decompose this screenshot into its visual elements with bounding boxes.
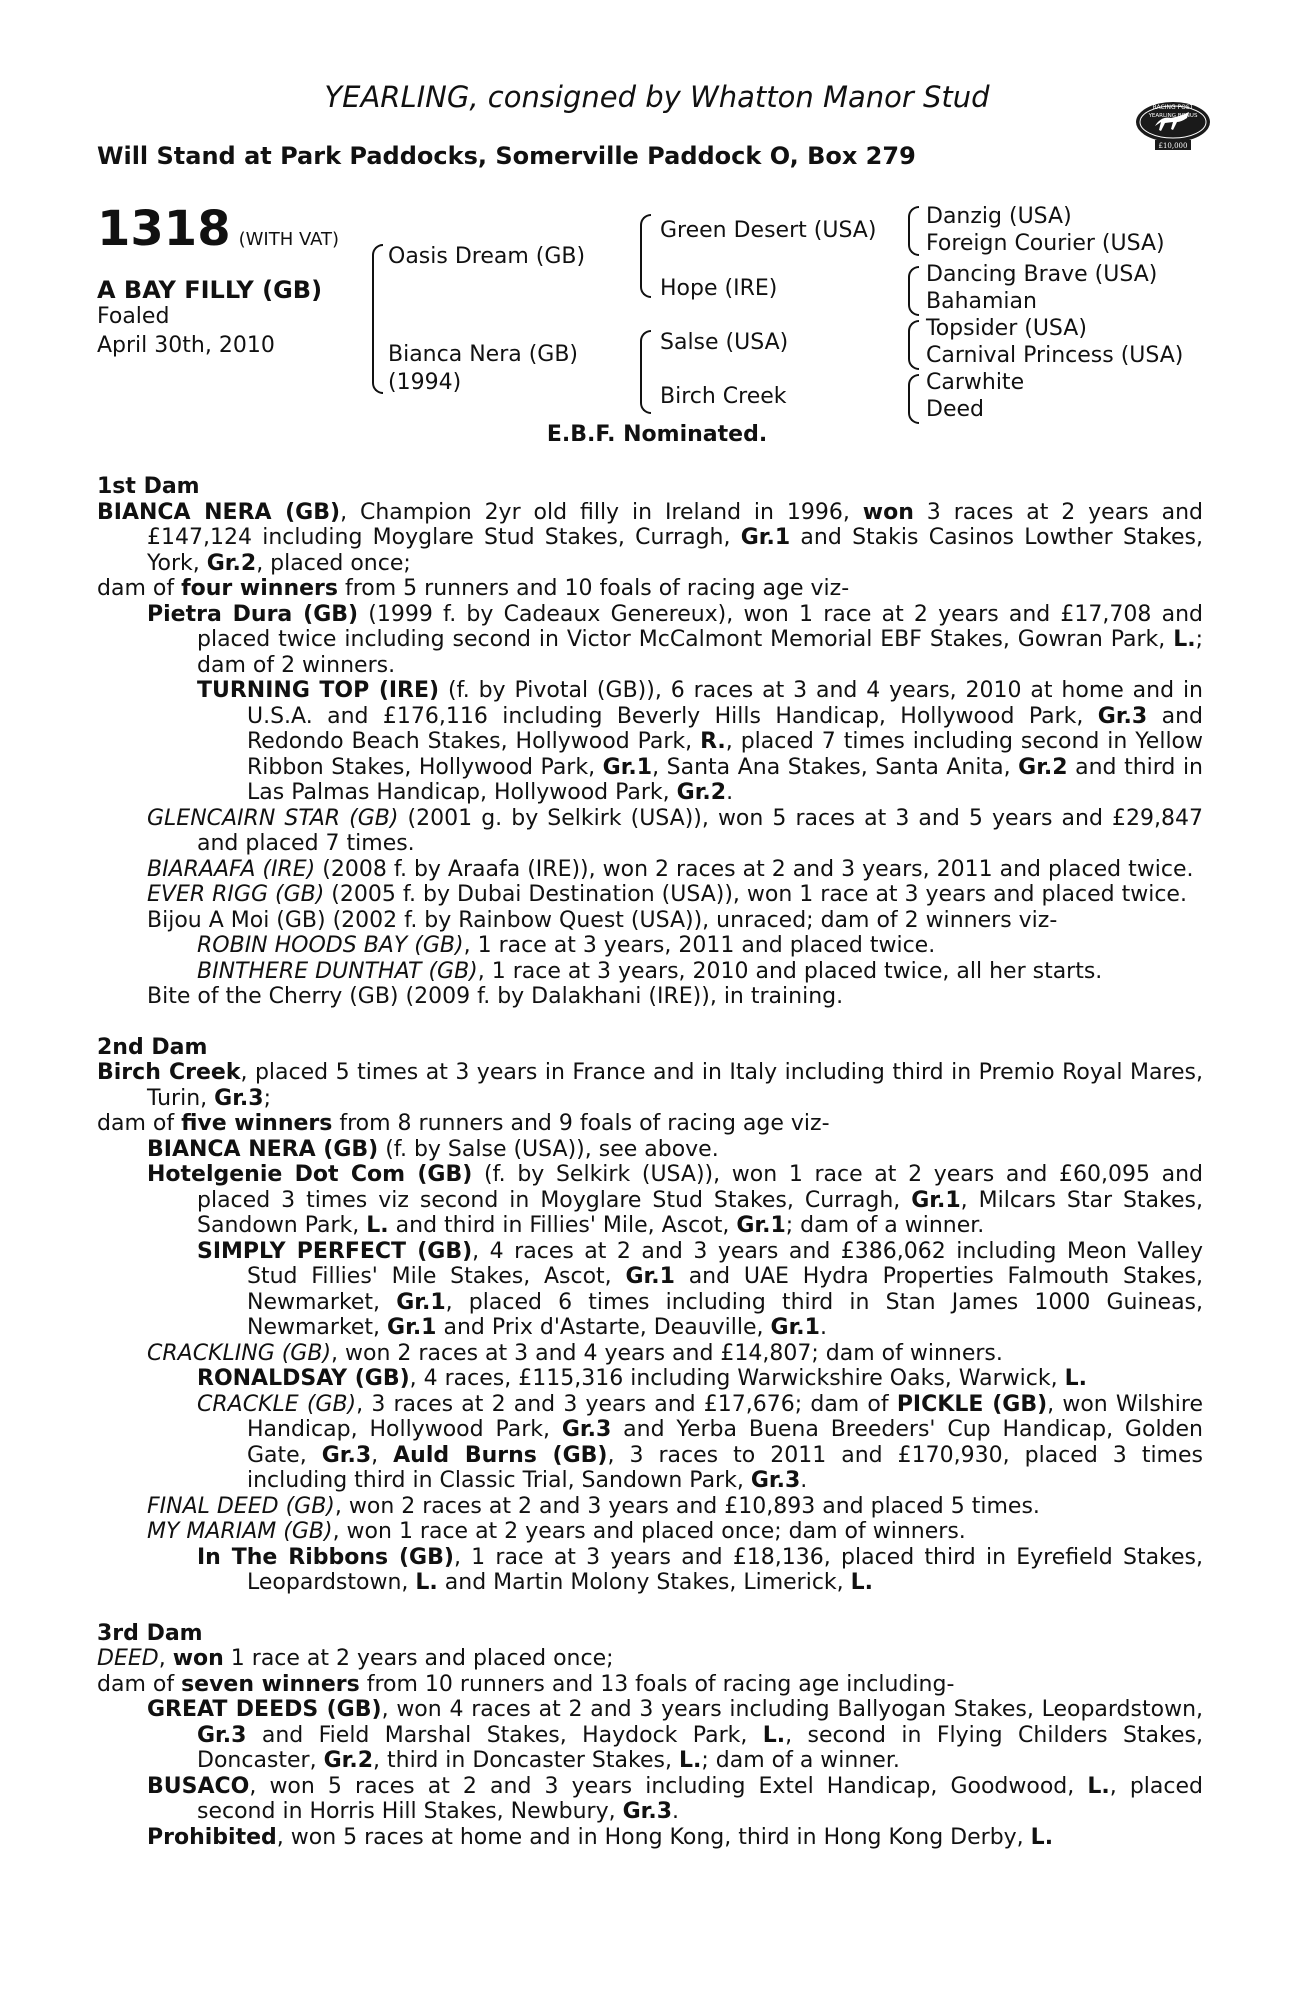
catalogue-body xyxy=(97,474,1203,1850)
logo-bottom-text: £10,000 xyxy=(1158,142,1188,150)
section-gap xyxy=(97,1596,1203,1621)
vat-label: (WITH VAT) xyxy=(238,229,340,250)
text-run: Prohibited xyxy=(147,1824,277,1850)
text-run: FINAL DEED (GB) xyxy=(147,1493,335,1519)
text-run: (2001 g. by Selkirk (USA)), won 5 races at 3 and 5 years and £29,847 and placed 7 times. xyxy=(197,805,1203,856)
text-run: , 3 races at 2 and 3 years and £17,676; dam of xyxy=(356,1391,897,1417)
text-run: and Yerba Buena Breeders' Cup Handicap, Golden Gate, xyxy=(247,1417,1203,1468)
granddam-2: Bahamian xyxy=(926,289,1037,314)
text-run: Gr.3 xyxy=(321,1442,372,1468)
text-run: ; xyxy=(263,1085,271,1111)
pedigree-paragraph xyxy=(97,602,1203,679)
sire-sire: Green Desert (USA) xyxy=(660,218,877,243)
text-run: five winners xyxy=(181,1111,333,1136)
text-run: (2008 f. by Araafa (IRE)), won 2 races at 2 and 3 years, 2011 and placed twice. xyxy=(315,856,1194,882)
text-run: In The Ribbons (GB) xyxy=(197,1544,454,1570)
text-run: , 3 races to 2011 and £170,930, placed 3 times including third in Classic Trial, Sandown Park, xyxy=(247,1442,1203,1493)
text-run: . xyxy=(672,1799,680,1824)
text-run: . xyxy=(819,1315,827,1340)
text-run: Birch Creek xyxy=(97,1060,241,1085)
text-run: BINTHERE DUNTHAT (GB) xyxy=(197,958,478,984)
dam: Bianca Nera (GB) xyxy=(388,342,579,367)
text-run: L. xyxy=(678,1748,702,1773)
text-run: CRACKLING (GB) xyxy=(147,1340,332,1366)
pedigree-paragraph xyxy=(97,882,1203,908)
pedigree-paragraph xyxy=(97,1162,1203,1239)
text-run: , placed 5 times at 3 years in France and in Italy including third in Premio Royal Mares, Turin, xyxy=(147,1060,1203,1111)
text-run: MY MARIAM (GB) xyxy=(147,1519,333,1544)
granddam-3: Carnival Princess (USA) xyxy=(926,343,1184,368)
granddam-1: Foreign Courier (USA) xyxy=(926,231,1165,256)
text-run: DEED xyxy=(97,1646,159,1671)
pedigree-brace-g1 xyxy=(908,206,919,256)
text-run: Gr.2 xyxy=(676,780,727,805)
pedigree-paragraph xyxy=(97,1341,1203,1367)
text-run: Gr.2 xyxy=(323,1748,374,1773)
text-run: Gr.1 xyxy=(396,1289,446,1315)
stand-location: Will Stand at Park Paddocks, Somerville Paddock O, Box 279 xyxy=(97,142,916,170)
text-run: BIANCA NERA (GB) xyxy=(147,1136,379,1162)
text-run: and third in Fillies' Mile, Ascot, xyxy=(388,1213,737,1238)
text-run: ; dam of a winner. xyxy=(785,1213,985,1238)
text-run: , third in Doncaster Stakes, xyxy=(373,1748,679,1773)
text-run: RONALDSAY (GB) xyxy=(197,1366,410,1391)
text-run: , won 1 race at 2 years and placed once; dam of winners. xyxy=(332,1519,966,1544)
text-run: , second in Flying Childers Stakes, Doncaster, xyxy=(197,1722,1203,1773)
text-run: Gr.1 xyxy=(770,1315,820,1340)
pedigree-paragraph xyxy=(97,500,1203,577)
text-run: , Santa Ana Stakes, Santa Anita, xyxy=(652,754,1019,780)
text-run: L. xyxy=(1173,627,1196,652)
text-run: (2005 f. by Dubai Destination (USA)), won 1 race at 3 years and placed twice. xyxy=(324,882,1187,907)
text-run: Pietra Dura (GB) xyxy=(147,601,359,627)
pedigree-paragraph xyxy=(97,1646,1203,1672)
foaled-label: Foaled xyxy=(97,304,170,329)
pedigree-paragraph xyxy=(97,1697,1203,1774)
text-run: , 1 race at 3 years, 2010 and placed twice, all her starts. xyxy=(477,958,1103,984)
pedigree-paragraph xyxy=(97,806,1203,857)
text-run: ; dam of a winner. xyxy=(701,1748,900,1773)
foaled-info xyxy=(97,302,275,360)
pedigree-brace-g3 xyxy=(908,320,919,370)
text-run: and Prix d'Astarte, Deauville, xyxy=(436,1315,771,1340)
pedigree-paragraph xyxy=(97,1392,1203,1494)
text-run: and UAE Hydra Properties Falmouth Stakes, Newmarket, xyxy=(247,1264,1203,1315)
pedigree-paragraph xyxy=(97,1060,1203,1111)
text-run: L. xyxy=(1064,1366,1087,1391)
text-run: Gr.2 xyxy=(1018,754,1068,780)
pedigree-brace-sire xyxy=(640,214,651,298)
text-run: Gr.1 xyxy=(911,1187,961,1213)
text-run: Gr.3 xyxy=(750,1468,801,1493)
text-run: Gr.2 xyxy=(206,550,257,576)
text-run: from 5 runners and 10 foals of racing age viz- xyxy=(338,576,850,601)
text-run: won xyxy=(862,499,914,525)
text-run: from 8 runners and 9 foals of racing age viz- xyxy=(332,1111,830,1136)
text-run: (f. by Selkirk (USA)), won 1 race at 2 years and £60,095 and placed 3 times viz second in Moyglare Stud Stakes, Curragh, xyxy=(197,1162,1203,1213)
text-run: and Field Marshal Stakes, Haydock Park, xyxy=(246,1722,763,1748)
pedigree-paragraph xyxy=(97,1672,1203,1698)
text-run: Gr.3 xyxy=(561,1417,612,1442)
text-run: Hotelgenie Dot Com (GB) xyxy=(147,1162,473,1187)
text-run: Gr.1 xyxy=(625,1264,675,1289)
lot-number xyxy=(97,201,340,257)
dam-dam: Birch Creek xyxy=(660,384,787,409)
pedigree-paragraph xyxy=(97,933,1203,959)
section-gap xyxy=(97,1010,1203,1035)
text-run: , placed second in Horris Hill Stakes, Newbury, xyxy=(197,1773,1203,1824)
pedigree-brace-g4 xyxy=(908,374,919,424)
text-run: Gr.3 xyxy=(214,1085,264,1111)
granddam-4: Deed xyxy=(926,397,984,422)
pedigree-paragraph xyxy=(97,1825,1203,1851)
text-run: , won 2 races at 3 and 4 years and £14,807; dam of winners. xyxy=(331,1340,1003,1366)
text-run: , 1 race at 3 years, 2011 and placed twice. xyxy=(463,933,936,958)
grandsire-3: Topsider (USA) xyxy=(926,316,1087,341)
pedigree-paragraph xyxy=(97,576,1203,602)
text-run: . xyxy=(726,780,734,805)
text-run: 3 races at 2 years and £147,124 including Moyglare Stud Stakes, Curragh, xyxy=(147,499,1203,550)
text-run: L. xyxy=(366,1213,389,1238)
text-run: from 10 runners and 13 foals of racing age including- xyxy=(359,1671,955,1697)
text-run: Bijou A Moi (GB) (2002 f. by Rainbow Quest (USA)), unraced; dam of 2 winners viz- xyxy=(147,907,1058,933)
text-run: Gr.1 xyxy=(387,1315,437,1340)
pedigree-paragraph xyxy=(97,1545,1203,1596)
pedigree-brace-dam xyxy=(640,330,651,414)
text-run: L. xyxy=(1030,1824,1054,1850)
pedigree-paragraph xyxy=(97,1111,1203,1137)
text-run: and third in Las Palmas Handicap, Hollywood Park, xyxy=(247,754,1204,805)
pedigree-paragraph xyxy=(97,1519,1203,1545)
text-run: (f. by Salse (USA)), see above. xyxy=(378,1136,719,1162)
text-run: TURNING TOP (IRE) xyxy=(197,678,440,703)
text-run: , placed once; xyxy=(256,550,411,576)
text-run: , won Wilshire Handicap, Hollywood Park, xyxy=(247,1391,1204,1442)
text-run: BIARAAFA (IRE) xyxy=(147,856,316,882)
text-run: , won 5 races at 2 and 3 years including Extel Handicap, Goodwood, xyxy=(249,1773,1088,1799)
text-run: and Stakis Casinos Lowther Stakes, York, xyxy=(147,525,1204,576)
text-run: L. xyxy=(762,1722,786,1748)
section-heading xyxy=(97,1035,1203,1061)
pedigree-paragraph xyxy=(97,959,1203,985)
text-run: BIANCA NERA (GB) xyxy=(97,499,341,525)
text-run: GLENCAIRN STAR (GB) xyxy=(147,805,399,831)
text-run: , placed 6 times including third in Stan James 1000 Guineas, Newmarket, xyxy=(247,1289,1204,1340)
text-run: dam of xyxy=(97,1111,182,1136)
text-run: , 4 races at 2 and 3 years and £386,062 including Meon Valley Stud Fillies' Mile Stakes, Ascot, xyxy=(247,1238,1204,1289)
pedigree-brace-g2 xyxy=(908,266,919,316)
text-run: and Martin Molony Stakes, Limerick, xyxy=(437,1570,851,1595)
text-run: dam of xyxy=(97,1671,182,1697)
text-run: , won 5 races at home and in Hong Kong, third in Hong Kong Derby, xyxy=(276,1824,1031,1850)
text-run: four winners xyxy=(181,576,338,601)
text-run: Bite of the Cherry (GB) (2009 f. by Dalakhani (IRE)), in training. xyxy=(147,984,844,1009)
text-run: . xyxy=(800,1468,808,1493)
logo-top-text: RACING POST xyxy=(1152,104,1194,111)
dam-sire: Salse (USA) xyxy=(660,330,789,355)
text-run: L. xyxy=(850,1570,874,1595)
text-run: , 1 race at 3 years and £18,136, placed third in Eyrefield Stakes, Leopardstown, xyxy=(247,1544,1204,1595)
text-run: (f. by Pivotal (GB)), 6 races at 3 and 4 years, 2010 at home and in U.S.A. and £176,116 including Beverly Hills Handicap, Hollywood Park, xyxy=(247,678,1203,729)
text-run: EVER RIGG (GB) xyxy=(147,882,325,907)
text-run: Gr.3 xyxy=(197,1722,247,1748)
text-run: GREAT DEEDS (GB) xyxy=(147,1697,382,1722)
text-run: 1 race at 2 years and placed once; xyxy=(223,1646,614,1671)
pedigree-paragraph xyxy=(97,908,1203,934)
text-run: BUSACO xyxy=(147,1773,250,1799)
pedigree-paragraph xyxy=(97,1494,1203,1520)
text-run: R. xyxy=(700,729,726,754)
horse-description: A BAY FILLY (GB) xyxy=(97,276,323,304)
logo-mid-text: YEARLING BONUS xyxy=(1148,113,1198,119)
sire-dam: Hope (IRE) xyxy=(660,276,778,301)
pedigree-paragraph xyxy=(97,678,1203,806)
pedigree-brace-main xyxy=(372,244,383,394)
grandsire-1: Danzig (USA) xyxy=(926,204,1072,229)
text-run: (1999 f. by Cadeaux Genereux), won 1 race at 2 years and £17,708 and placed twice including second in Victor McCalmont Memorial EBF Stakes, Gowran Park, xyxy=(197,601,1203,652)
text-run: Gr.3 xyxy=(622,1799,673,1824)
text-run: Gr.3 xyxy=(1097,703,1148,729)
lot-number-value: 1318 xyxy=(97,201,231,257)
yearling-bonus-logo xyxy=(1133,96,1213,156)
sire: Oasis Dream (GB) xyxy=(388,244,586,269)
text-run: , xyxy=(371,1442,394,1468)
ebf-nominated: E.B.F. Nominated. xyxy=(546,422,768,447)
text-run: , 4 races, £115,316 including Warwickshire Oaks, Warwick, xyxy=(409,1366,1065,1391)
text-run: , placed 7 times including second in Yellow Ribbon Stakes, Hollywood Park, xyxy=(247,729,1204,780)
text-run: ROBIN HOODS BAY (GB) xyxy=(197,933,464,958)
pedigree-paragraph xyxy=(97,1137,1203,1163)
pedigree-paragraph xyxy=(97,857,1203,883)
text-run: , xyxy=(158,1646,173,1671)
text-run: L. xyxy=(415,1570,438,1595)
pedigree-paragraph xyxy=(97,1366,1203,1392)
text-run: Gr.1 xyxy=(736,1213,786,1238)
text-run: , Milcars Star Stakes, Sandown Park, xyxy=(197,1187,1203,1238)
section-heading xyxy=(97,474,1203,500)
foaled-date: April 30th, 2010 xyxy=(97,333,275,358)
dam-year: (1994) xyxy=(388,370,462,395)
text-run: Auld Burns (GB) xyxy=(393,1442,608,1468)
grandsire-2: Dancing Brave (USA) xyxy=(926,262,1158,287)
text-run: Gr.1 xyxy=(740,525,791,550)
text-run: CRACKLE (GB) xyxy=(197,1391,357,1417)
text-run: , won 2 races at 2 and 3 years and £10,893 and placed 5 times. xyxy=(334,1493,1040,1519)
text-run: dam of xyxy=(97,576,182,601)
text-run: 1st Dam xyxy=(97,474,200,499)
text-run: L. xyxy=(1087,1773,1110,1799)
text-run: , won 4 races at 2 and 3 years including Ballyogan Stakes, Leopardstown, xyxy=(381,1697,1203,1722)
text-run: seven winners xyxy=(181,1671,360,1697)
text-run: 3rd Dam xyxy=(97,1620,203,1646)
pedigree-paragraph xyxy=(97,1774,1203,1825)
text-run: 2nd Dam xyxy=(97,1034,208,1060)
text-run: won xyxy=(172,1646,224,1671)
section-heading xyxy=(97,1621,1203,1647)
pedigree-paragraph xyxy=(97,984,1203,1010)
page-title: YEARLING, consigned by Whatton Manor Stud xyxy=(324,80,990,114)
pedigree-paragraph xyxy=(97,1239,1203,1341)
text-run: PICKLE (GB) xyxy=(896,1391,1048,1417)
text-run: Gr.1 xyxy=(602,754,653,780)
text-run: ; dam of 2 winners. xyxy=(197,627,1203,678)
text-run: SIMPLY PERFECT (GB) xyxy=(197,1238,473,1264)
text-run: , Champion 2yr old filly in Ireland in 1996, xyxy=(340,499,863,525)
grandsire-4: Carwhite xyxy=(926,370,1025,395)
text-run: and Redondo Beach Stakes, Hollywood Park, xyxy=(247,703,1203,754)
